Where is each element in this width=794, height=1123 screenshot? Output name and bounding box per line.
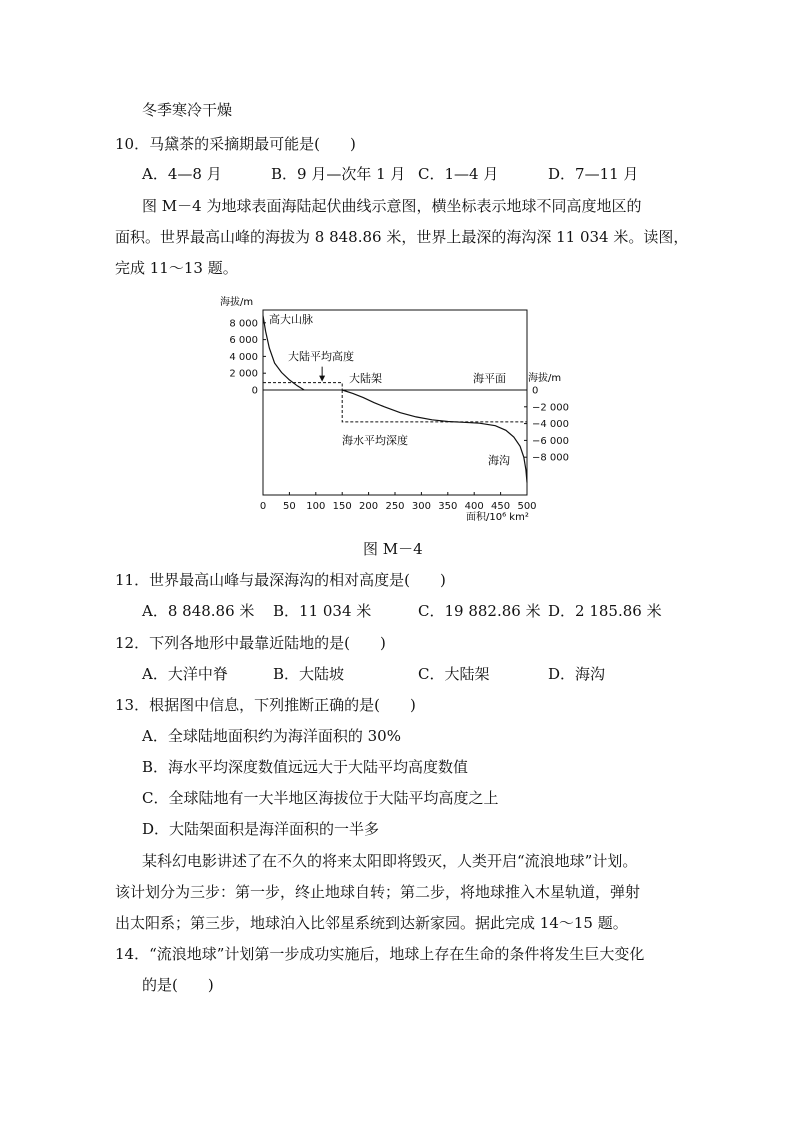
annotation-shelf: 大陆架	[349, 372, 382, 385]
q10-option-c[interactable]: C．1—4 月	[418, 165, 499, 183]
annotation-avg-land: 大陆平均高度	[288, 350, 354, 363]
question-14-line-2: 的是( )	[142, 976, 214, 994]
q12-option-d[interactable]: D．海沟	[548, 665, 606, 683]
q11-option-c[interactable]: C．19 882.86 米	[418, 602, 541, 620]
annotation-avg-sea: 海水平均深度	[342, 434, 408, 447]
passage-1-line-3: 完成 11～13 题。	[115, 259, 238, 277]
passage-2-line-1: 某科幻电影讲述了在不久的将来太阳即将毁灭，人类开启“流浪地球”计划。	[142, 852, 638, 870]
x-tick-label: 450	[491, 501, 511, 512]
y-axis-left-label: 海拔/m	[220, 297, 254, 308]
x-axis-label: 面积/10⁶ km²	[466, 512, 529, 523]
q13-option-b[interactable]: B．海水平均深度数值远远大于大陆平均高度数值	[142, 758, 469, 776]
y-left-tick-label: 0	[251, 385, 258, 397]
annotation-sea-level: 海平面	[473, 372, 506, 385]
x-tick-label: 50	[283, 501, 296, 512]
figure-caption: 图 M－4	[363, 540, 423, 558]
passage-1-line-2: 面积。世界最高山峰的海拔为 8 848.86 米，世界上最深的海沟深 11 034 米。读图，	[115, 228, 689, 246]
y-left-tick-label: 8 000	[229, 318, 258, 330]
q12-option-c[interactable]: C．大陆架	[418, 665, 490, 683]
x-tick-label: 200	[359, 501, 379, 512]
x-tick-label: 350	[438, 501, 458, 512]
y-right-tick-label: 0	[532, 385, 539, 397]
passage-2-line-3: 出太阳系；第三步，地球泊入比邻星系统到达新家园。据此完成 14～15 题。	[115, 914, 628, 932]
x-tick-label: 500	[517, 501, 537, 512]
question-12: 12．下列各地形中最靠近陆地的是( )	[115, 634, 386, 652]
q12-option-a[interactable]: A．大洋中脊	[142, 665, 228, 683]
q13-option-d[interactable]: D．大陆架面积是海洋面积的一半多	[142, 820, 380, 838]
y-left-tick-label: 4 000	[229, 351, 258, 363]
q11-option-d[interactable]: D．2 185.86 米	[548, 602, 662, 620]
q10-option-d[interactable]: D．7—11 月	[548, 165, 639, 183]
x-tick-label: 300	[411, 501, 431, 512]
q13-option-a[interactable]: A．全球陆地面积约为海洋面积的 30%	[142, 727, 401, 745]
y-left-tick-label: 2 000	[229, 368, 258, 380]
q10-option-a[interactable]: A．4—8 月	[142, 165, 222, 183]
y-axis-right-label: 海拔/m	[528, 373, 562, 384]
q11-option-a[interactable]: A．8 848.86 米	[142, 602, 255, 620]
avg-land-arrow-head	[319, 376, 325, 382]
y-right-tick-label: −6 000	[532, 435, 570, 447]
plot-frame	[263, 310, 527, 495]
x-tick-label: 250	[385, 501, 405, 512]
x-tick-label: 400	[464, 501, 484, 512]
y-right-tick-label: −2 000	[532, 402, 570, 414]
annotation-trench: 海沟	[488, 454, 510, 467]
q13-option-c[interactable]: C．全球陆地有一大半地区海拔位于大陆平均高度之上	[142, 789, 499, 807]
q11-option-b[interactable]: B．11 034 米	[273, 602, 372, 620]
passage-1-line-1: 图 M－4 为地球表面海陆起伏曲线示意图，横坐标表示地球不同高度地区的	[142, 197, 642, 215]
q12-option-b[interactable]: B．大陆坡	[273, 665, 345, 683]
annotation-mountains: 高大山脉	[269, 313, 313, 326]
passage-2-line-2: 该计划分为三步：第一步，终止地球自转；第二步，将地球推入木星轨道，弹射	[115, 883, 641, 901]
prev-question-tail: 冬季寒冷干燥	[142, 101, 233, 119]
x-tick-label: 0	[259, 501, 267, 512]
y-right-tick-label: −4 000	[532, 419, 570, 431]
question-11: 11．世界最高山峰与最深海沟的相对高度是( )	[115, 571, 446, 589]
x-tick-label: 150	[332, 501, 352, 512]
hypsometric-curve-chart	[220, 290, 570, 530]
x-tick-label: 100	[306, 501, 326, 512]
question-14-line-1: 14．“流浪地球”计划第一步成功实施后，地球上存在生命的条件将发生巨大变化	[115, 945, 645, 963]
y-right-tick-label: −8 000	[532, 452, 570, 464]
q10-option-b[interactable]: B．9 月—次年 1 月	[271, 165, 406, 183]
y-left-tick-label: 6 000	[229, 335, 258, 347]
avg-sea-depth-line	[342, 390, 527, 422]
question-13: 13．根据图中信息，下列推断正确的是( )	[115, 696, 416, 714]
question-10: 10．马黛茶的采摘期最可能是( )	[115, 135, 356, 153]
